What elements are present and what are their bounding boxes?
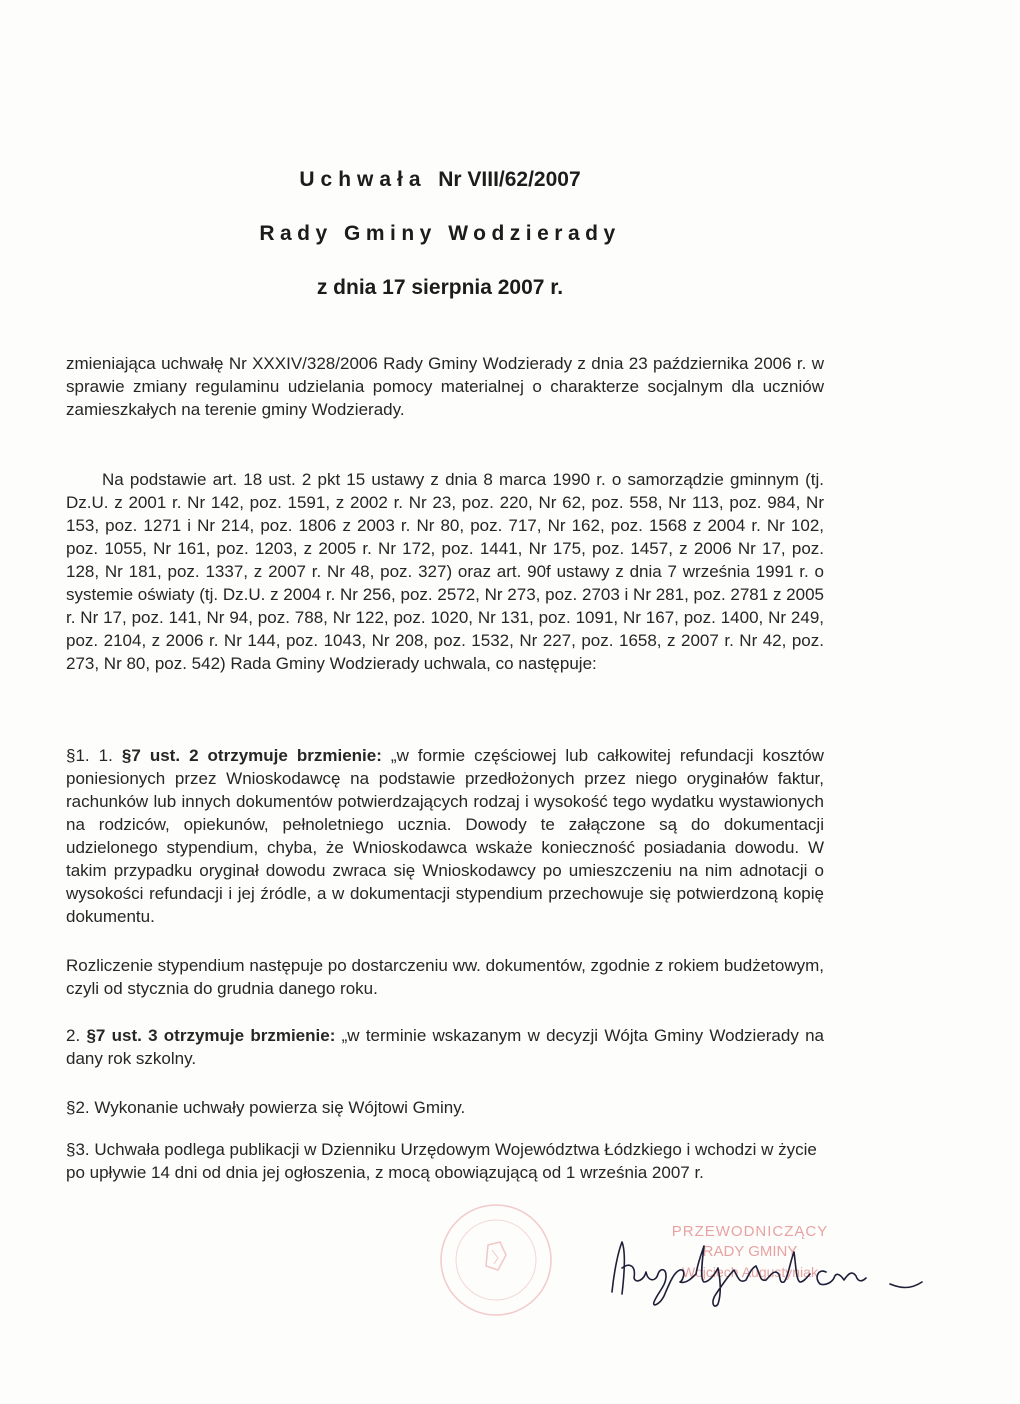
section-1-bold: §7 ust. 2 otrzymuje brzmienie: bbox=[121, 746, 382, 765]
settlement-note: Rozliczenie stypendium następuje po dostarczeniu ww. dokumentów, zgodnie z rokiem budżetowym, czyli od stycznia do grudnia danego roku. bbox=[66, 956, 824, 998]
section-1-lead: §1. 1. bbox=[66, 746, 113, 765]
resolution-number: Nr VIII/62/2007 bbox=[438, 168, 581, 191]
resolution-date: z dnia 17 sierpnia 2007 r. bbox=[316, 276, 564, 299]
section-1-2-lead: 2. bbox=[66, 1026, 81, 1045]
section-1-point-2 bbox=[66, 1024, 824, 1070]
seal-title: PRZEWODNICZĄCY bbox=[671, 1223, 829, 1240]
section-1-text: „w formie częściowej lub całkowitej refundacji kosztów poniesionych przez Wnioskodawcę na podstawie przedłożonych przez niego oryginałów faktur, rachunków lub innych dokumentów potwierdzających rodzaj i wysokość tego wydatku wystawionych na rodziców, opiekunów, pełnoletniego ucznia. Dowody te załączone są do dokumentacji udzielonego stypendium, chyba, że Wnioskodawca wskaże konieczność posiadania dowodu. W takim przypadku oryginał dowodu zwraca się Wnioskodawcy po umieszczeniu na nim adnotacji o wysokości refundacji i jej źródle, a w dokumentacji stypendium przechowuje się potwierdzoną kopię dokumentu. bbox=[66, 746, 824, 926]
title-word: Uchwała bbox=[299, 168, 427, 191]
handwritten-signature bbox=[600, 1222, 940, 1312]
section-3: §3. Uchwała podlega publikacji w Dzienniku Urzędowym Województwa Łódzkiego i wchodzi w życie po upływie 14 dni od dnia jej ogłoszenia, z mocą obowiązującą od 1 września 2007 r. bbox=[66, 1140, 817, 1182]
section-1-point-1 bbox=[66, 744, 824, 928]
council-name: Rady Gminy Wodzierady bbox=[259, 222, 621, 245]
legal-basis: Na podstawie art. 18 ust. 2 pkt 15 ustawy z dnia 8 marca 1990 r. o samorządzie gminnym (tj. Dz.U. z 2001 r. Nr 142, poz. 1591, z 2002 r. Nr 23, poz. 220, Nr 62, poz. 558, Nr 113, poz. 984, Nr 153, poz. 1271 i Nr 214, poz. 1806 z 2003 r. Nr 80, poz. 717, Nr 162, poz. 1568 z 2004 r. Nr 102, poz. 1055, Nr 161, poz. 1203, z 2005 r. Nr 172, poz. 1441, Nr 175, poz. 1457, z 2006 Nr 17, poz. 128, Nr 181, poz. 1337, z 2007 r. Nr 48, poz. 327) oraz art. 90f ustawy z dnia 7 września 1991 r. o systemie oświaty (tj. Dz.U. z 2004 r. Nr 256, poz. 2572, Nr 273, poz. 2703 i Nr 281, poz. 2781 z 2005 r. Nr 17, poz. 141, Nr 94, poz. 788, Nr 122, poz. 1020, Nr 131, poz. 1091, Nr 167, poz. 1400, Nr 249, poz. 2104, z 2006 r. Nr 144, poz. 1043, Nr 208, poz. 1532, Nr 227, poz. 1658, z 2007 r. Nr 42, poz. 273, Nr 80, poz. 542) Rada Gminy Wodzierady uchwala, co następuje: bbox=[66, 470, 824, 673]
seal-body: RADY GMINY bbox=[702, 1243, 798, 1260]
section-1-2-bold: §7 ust. 3 otrzymuje brzmienie: bbox=[86, 1026, 336, 1045]
resolution-title bbox=[0, 168, 880, 192]
resolution-subject: zmieniająca uchwałę Nr XXXIV/328/2006 Rady Gminy Wodzierady z dnia 23 października 2006 r. w sprawie zmiany regulaminu udzielania pomocy materialnej o charakterze socjalnym dla uczniów zamieszkałych na terenie gminy Wodzierady. bbox=[66, 354, 824, 419]
round-stamp bbox=[436, 1200, 556, 1320]
seal-name: Wojciech Augustyniak bbox=[682, 1264, 818, 1280]
section-2: §2. Wykonanie uchwały powierza się Wójtowi Gminy. bbox=[66, 1098, 466, 1117]
section-1-2-text: „w terminie wskazanym w decyzji Wójta Gminy Wodzierady na dany rok szkolny. bbox=[66, 1026, 825, 1068]
